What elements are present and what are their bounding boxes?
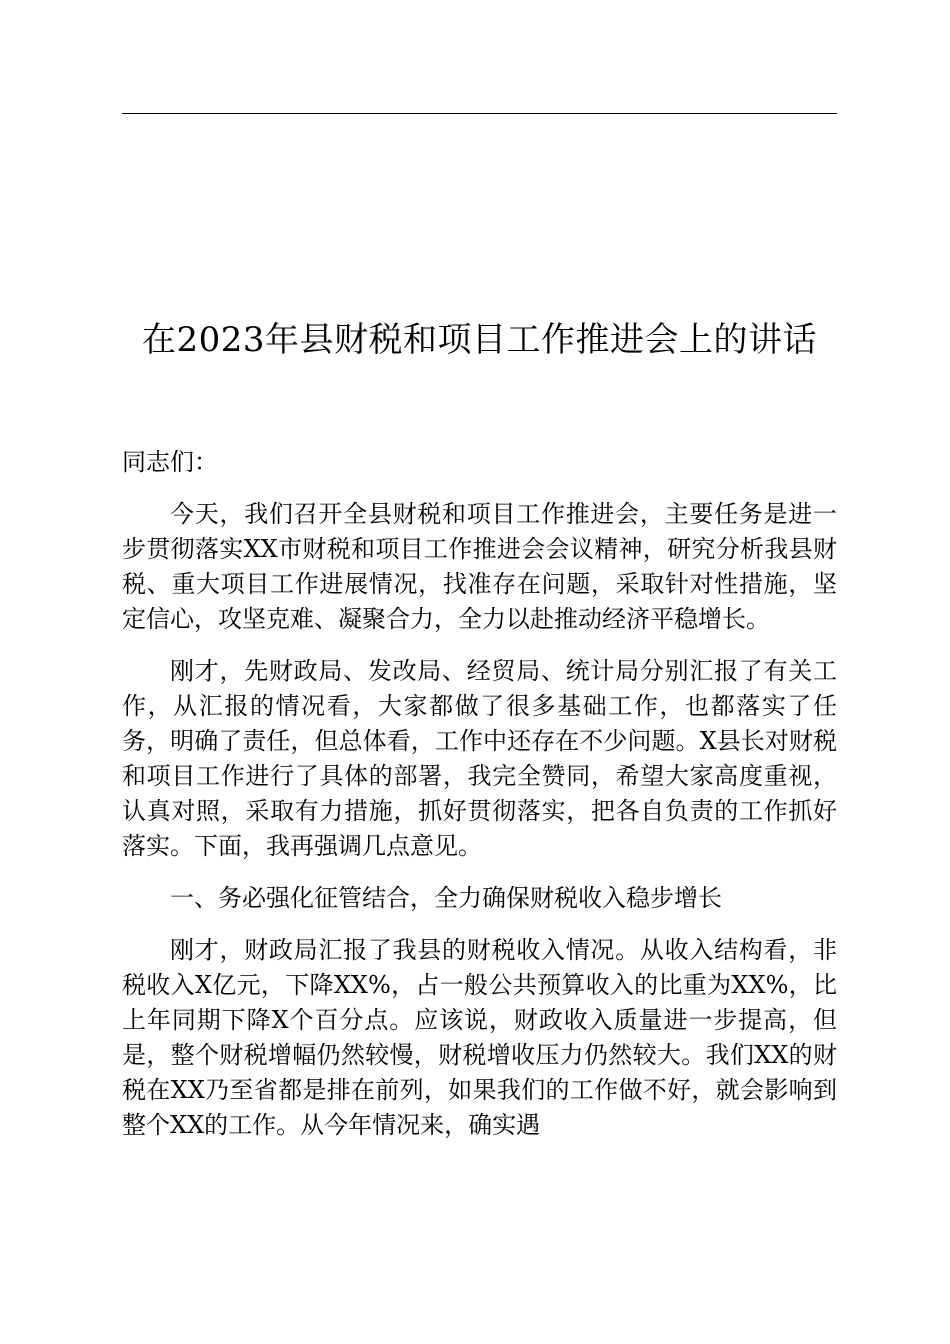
paragraph-revenue: 刚才，财政局汇报了我县的财税收入情况。从收入结构看，非税收入X亿元，下降XX%，占一般公共预算收入的比重为XX%，比上年同期下降X个百分点。应该说，财政收入质量进一步提高，但是，整个财税增幅仍然较慢，财税增收压力仍然较大。我们XX的财税在XX乃至省都是排在前列，如果我们的工作做不好，就会影响到整个XX的工作。从今年情况来，确实遇: [122, 936, 837, 1139]
section-heading-1: 一、务必强化征管结合，全力确保财税收入稳步增长: [170, 884, 722, 912]
paragraph-intro: 今天，我们召开全县财税和项目工作推进会，主要任务是进一步贯彻落实XX市财税和项目工作推进会会议精神，研究分析我县财税、重大项目工作进展情况，找准存在问题，采取针对性措施，坚定信心，攻坚克难、凝聚合力，全力以赴推动经济平稳增长。: [122, 500, 837, 633]
document-body: [122, 445, 837, 1160]
paragraph-reports: 刚才，先财政局、发改局、经贸局、统计局分别汇报了有关工作，从汇报的情况看，大家都做了很多基础工作，也都落实了任务，明确了责任，但总体看，工作中还存在不少问题。X县长对财税和项目工作进行了具体的部署，我完全赞同，希望大家高度重视，认真对照，采取有力措施，抓好贯彻落实，把各自负责的工作抓好落实。下面，我再强调几点意见。: [122, 657, 837, 860]
document-title: 在2023年县财税和项目工作推进会上的讲话: [141, 320, 818, 360]
header-rule: [122, 113, 837, 114]
greeting: 同志们：: [122, 448, 218, 476]
